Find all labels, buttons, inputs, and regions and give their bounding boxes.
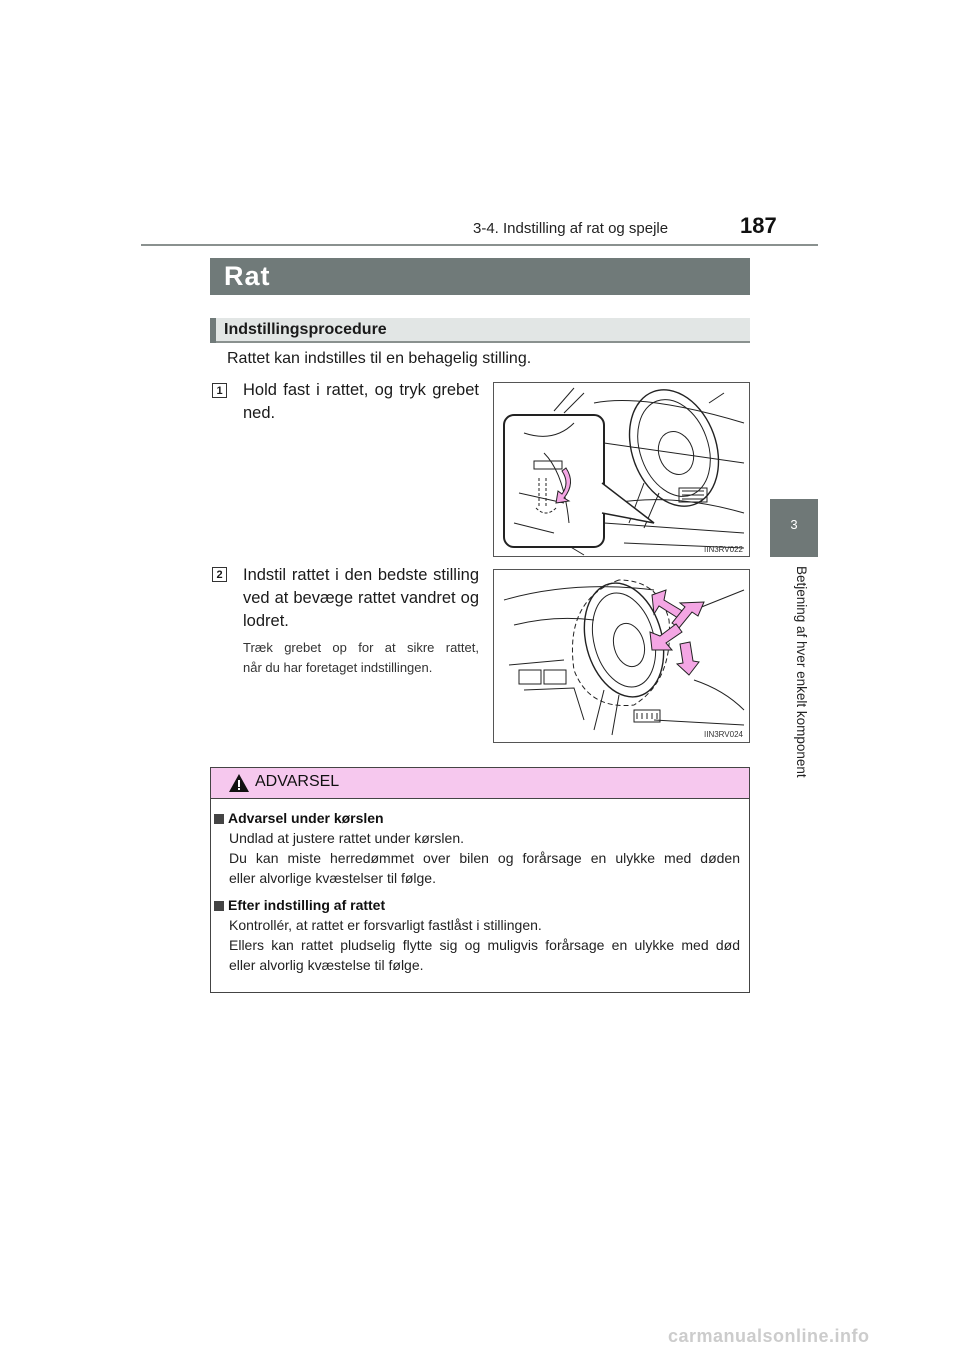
square-bullet-icon (214, 901, 224, 911)
section-title: 3-4. Indstilling af rat og spejle (473, 220, 669, 237)
step-number-2: 2 (212, 567, 227, 582)
header-divider (141, 244, 818, 246)
warning-triangle-icon (228, 773, 250, 793)
step-2-note-line-1: Træk grebet op for at sikre rattet, (243, 640, 479, 655)
warning-item-1 (214, 810, 740, 888)
steering-lever-illustration (494, 383, 750, 557)
warning-item-2-title: Efter indstilling af rattet (228, 897, 386, 913)
figure-code-1: IIN3RV022 (704, 545, 743, 554)
step-2-note-line-2: når du har foretaget indstillingen. (243, 660, 433, 675)
step-1-line-2: ned. (243, 404, 276, 422)
warning-item-1-title-row (214, 810, 740, 826)
warning-item-1-line-2: Du kan miste herredømmet over bilen og forårsage en ulykke med døden (229, 850, 740, 866)
warning-item-2-body (214, 915, 740, 975)
warning-item-1-line-3: eller alvorlige kvæstelser til følge. (229, 870, 436, 886)
chapter-label: Betjening af hver enkelt komponent (794, 566, 809, 778)
warning-item-2-title-row (214, 897, 740, 913)
subsection-accent (210, 318, 216, 343)
page-number: 187 (740, 213, 777, 238)
steering-adjust-illustration (494, 570, 750, 743)
figure-steering-lever (493, 382, 750, 557)
figure-code-2: IIN3RV024 (704, 730, 743, 739)
step-2-text (243, 564, 479, 633)
step-2-line-3: lodret. (243, 612, 289, 630)
step-1-line-1: Hold fast i rattet, og tryk grebet (243, 381, 479, 399)
warning-item-1-title: Advarsel under kørslen (228, 810, 384, 826)
title-bar (210, 258, 750, 295)
warning-item-2 (214, 897, 740, 975)
step-2-line-2: ved at bevæge rattet vandret og (243, 589, 479, 607)
step-2-note (243, 638, 479, 678)
intro-text: Rattet kan indstilles til en behagelig stilling. (227, 350, 532, 367)
watermark-link[interactable]: carmanualsonline.info (668, 1326, 870, 1346)
warning-label: ADVARSEL (255, 773, 340, 790)
warning-item-1-line-1: Undlad at justere rattet under kørslen. (229, 830, 465, 846)
chapter-number: 3 (790, 517, 798, 532)
step-1-text (243, 379, 479, 425)
subsection-title: Indstillingsprocedure (224, 321, 387, 338)
figure-steering-adjust (493, 569, 750, 743)
step-2-line-1: Indstil rattet i den bedste stilling (243, 566, 479, 584)
warning-item-2-line-1: Kontrollér, at rattet er forsvarligt fastlåst i stillingen. (229, 917, 542, 933)
warning-item-2-line-2: Ellers kan rattet pludselig flytte sig og muligvis forårsage en ulykke med død (229, 937, 740, 953)
warning-item-2-line-3: eller alvorlig kvæstelse til følge. (229, 957, 424, 973)
warning-item-1-body (214, 828, 740, 888)
step-number-1: 1 (212, 383, 227, 398)
page-title: Rat (224, 261, 271, 291)
square-bullet-icon (214, 814, 224, 824)
